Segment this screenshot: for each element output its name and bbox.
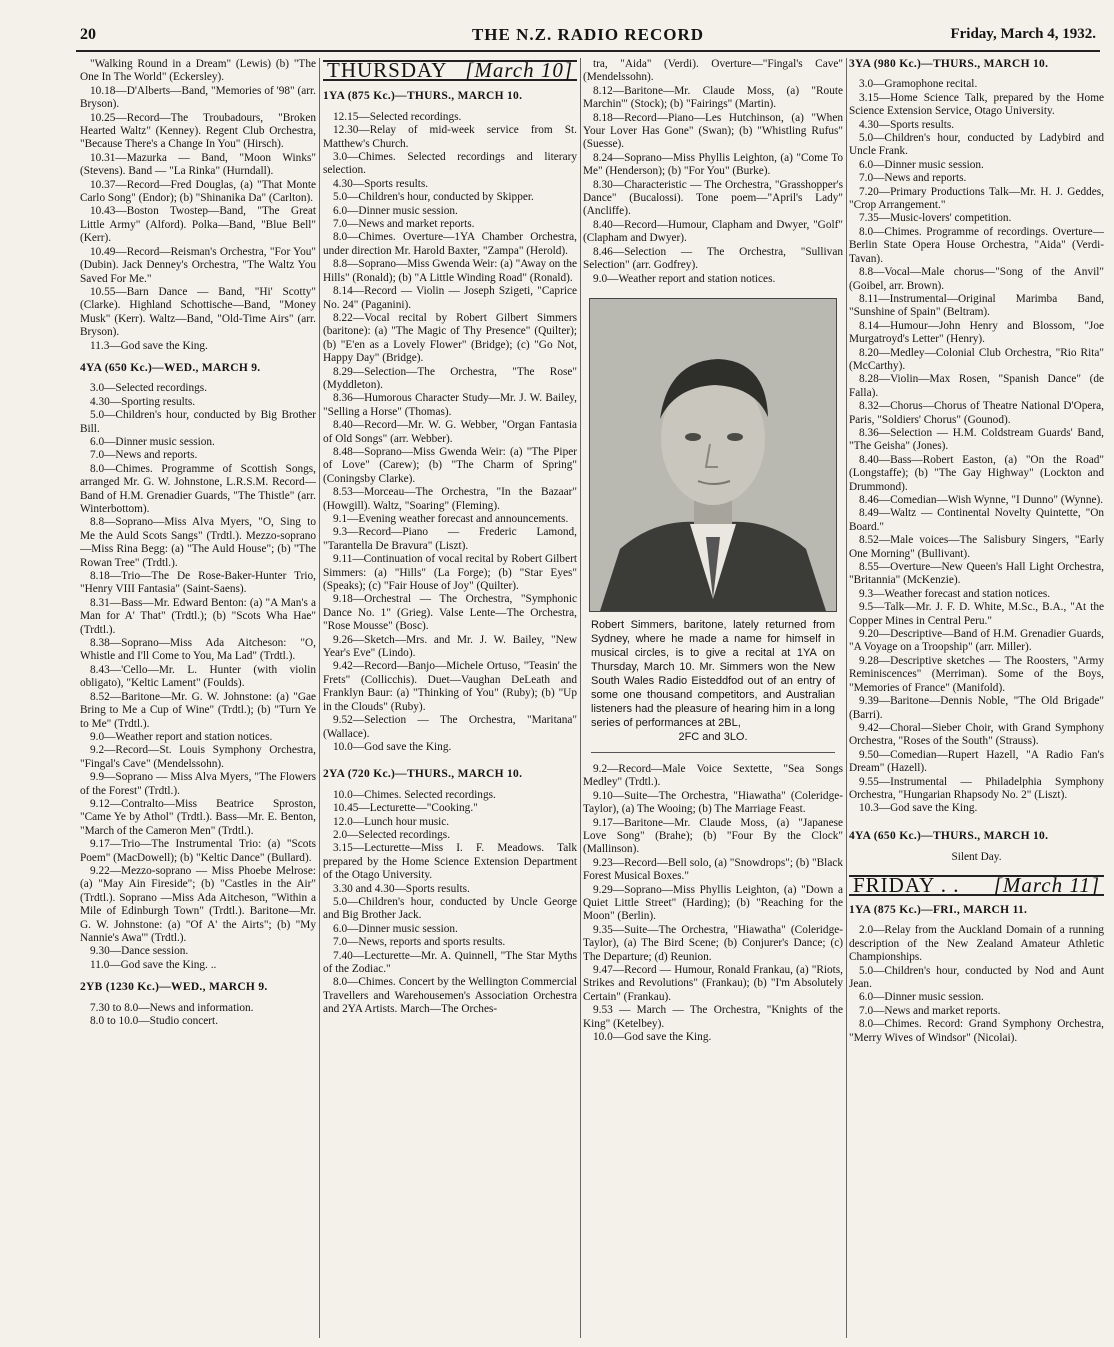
program-entry: 3.0—Gramophone recital. bbox=[859, 78, 978, 91]
program-entry: 8.46—Comedian—Wish Wynne, "I Dunno" (Wynne). bbox=[859, 494, 1104, 506]
program-entry: 8.48—Soprano—Miss Gwenda Weir: (a) "The Piper of Love" (Carew); (b) "The Charm of Spring" (Coningsby Clarke). bbox=[323, 445, 577, 485]
program-entry: 12.15—Selected recordings. bbox=[333, 110, 462, 123]
program-entry: 8.14—Humour—John Henry and Blossom, "Joe Murgatroyd's Letter" (Henry). bbox=[849, 319, 1104, 346]
program-list bbox=[80, 382, 316, 972]
program-entry: 10.43—Boston Twostep—Band, "The Great Little Army" (Alford). Polka—Band, "Blue Bell" (Kerr). bbox=[80, 205, 316, 245]
program-entry: 9.42—Choral—Sieber Choir, with Grand Symphony Orchestra, "Roses of the South" (Strauss). bbox=[849, 721, 1104, 748]
program-entry: 5.0—Children's hour, conducted by Ladybird and Uncle Frank. bbox=[849, 132, 1104, 158]
photo-caption bbox=[591, 618, 835, 753]
program-entry: 6.0—Dinner music session. bbox=[859, 158, 984, 171]
program-entry: 8.32—Chorus—Chorus of Theatre National D'Opera, Paris, "Soldiers' Chorus" (Gounod). bbox=[849, 400, 1104, 426]
program-entry: 9.28—Descriptive sketches — The Roosters, "Army Reminiscences" (Merriman). Some of the Boys, "Memories of France" (Manifold). bbox=[849, 654, 1104, 694]
program-entry: 8.40—Bass—Robert Easton, (a) "On the Road" (Longstaffe); (b) "The Gay Highway" (Lockton and Drummond). bbox=[849, 453, 1104, 493]
program-entry: 9.9—Soprano — Miss Alva Myers, "The Flowers of the Forest" (Trdtl.). bbox=[80, 771, 316, 797]
program-list bbox=[80, 58, 316, 353]
program-entry: 6.0—Dinner music session. bbox=[333, 204, 458, 217]
program-entry: 9.0—Weather report and station notices. bbox=[90, 730, 273, 743]
day-date: [March 10] bbox=[465, 58, 573, 82]
program-entry: 7.0—News and market reports. bbox=[859, 1004, 1001, 1017]
program-entry: 5.0—Children's hour, conducted by Skipper. bbox=[333, 191, 534, 204]
program-entry: 9.12—Contralto—Miss Beatrice Sproston, "Came Ye by Athol" (Trdtl.). Bass—Mr. E. Benton, "March of the Cameron Men" (Trdtl.). bbox=[80, 797, 316, 837]
program-entry: 6.0—Dinner music session. bbox=[333, 922, 458, 935]
program-list bbox=[583, 763, 843, 1045]
program-entry: 7.20—Primary Productions Talk—Mr. H. J. Geddes, "Crop Arrangement." bbox=[849, 185, 1104, 212]
station-heading: 1YA (875 Kc.)—FRI., MARCH 11. bbox=[849, 903, 1028, 916]
portrait-photo bbox=[589, 298, 837, 612]
program-entry: 9.17—Trio—The Instrumental Trio: (a) "Scots Poem" (MacDowell); (b) "Keltic Dance" (Bullard). bbox=[80, 838, 316, 864]
program-entry: 9.50—Comedian—Rupert Hazell, "A Radio Fan's Dream" (Hazell). bbox=[849, 748, 1104, 775]
program-entry: 7.35—Music-lovers' competition. bbox=[859, 212, 1012, 225]
program-entry: tra, "Aida" (Verdi). Overture—"Fingal's Cave" (Mendelssohn). bbox=[583, 58, 843, 84]
program-entry: 9.30—Dance session. bbox=[90, 945, 189, 958]
program-entry: 7.0—News and market reports. bbox=[333, 218, 475, 231]
program-entry: 9.35—Suite—The Orchestra, "Hiawatha" (Coleridge-Taylor), (a) The Bird Scene; (b) Conjurer's Dance; (c) The Departure; (d) Reunion. bbox=[583, 923, 843, 963]
program-entry: 8.0—Chimes. Programme of recordings. Overture—Berlin State Opera House Orchestra, "Aida" (Verdi-Tavan). bbox=[849, 225, 1104, 265]
station-heading: 4YA (650 Kc.)—THURS., MARCH 10. bbox=[849, 829, 1049, 842]
program-entry: 3.0—Selected recordings. bbox=[90, 382, 208, 395]
program-entry: 8.29—Selection—The Orchestra, "The Rose" (Myddleton). bbox=[323, 365, 577, 391]
program-entry: 3.0—Chimes. Selected recordings and literary selection. bbox=[323, 151, 577, 177]
program-entry: 8.11—Instrumental—Original Marimba Band, "Sunshine of Spain" (Beltram). bbox=[849, 292, 1104, 319]
day-name: FRIDAY . . bbox=[853, 872, 960, 897]
column-4 bbox=[849, 58, 1104, 1338]
column-2 bbox=[323, 58, 577, 1338]
program-entry: 3.30 and 4.30—Sports results. bbox=[333, 882, 470, 895]
program-entry: 8.24—Soprano—Miss Phyllis Leighton, (a) "Come To Me" (Henderson); (b) "For You" (Burke). bbox=[583, 151, 843, 178]
program-entry: 9.11—Continuation of vocal recital by Robert Gilbert Simmers: (a) "Hills" (La Forge); (b) "Star Eyes" (Speaks); (c) "Fair House of Joy" (Quilter). bbox=[323, 553, 577, 593]
program-entry: 8.31—Bass—Mr. Edward Benton: (a) "A Man's a Man for A' That" (Trdtl.); (b) "Scots Wha Hae" (Trdtl.). bbox=[80, 596, 316, 636]
program-entry: 7.40—Lecturette—Mr. A. Quinnell, "The Star Myths of the Zodiac." bbox=[323, 949, 577, 975]
program-entry: 8.0—Chimes. Programme of Scottish Songs, arranged Mr. G. W. Johnstone, L.R.S.M. Record—Band of H.M. Grenadier Guards, "The Thistle" (arr. Winterbottom). bbox=[80, 462, 316, 515]
program-entry: 10.0—God save the King. bbox=[333, 740, 452, 753]
silent-day-note: Silent Day. bbox=[951, 851, 1002, 864]
program-entry: 5.0—Children's hour, conducted by Big Brother Bill. bbox=[80, 409, 316, 435]
program-list bbox=[849, 924, 1104, 1045]
program-entry: 8.18—Trio—The De Rose-Baker-Hunter Trio, "Henry VIII Fantasia" (Saint-Saens). bbox=[80, 570, 316, 596]
program-entry: 9.0—Weather report and station notices. bbox=[593, 272, 776, 285]
program-entry: 9.1—Evening weather forecast and announcements. bbox=[333, 513, 569, 525]
program-entry: 9.39—Baritone—Dennis Noble, "The Old Brigade" (Barri). bbox=[849, 695, 1104, 721]
program-entry: 9.20—Descriptive—Band of H.M. Grenadier Guards, "A Voyage on a Troopship" (arr. Miller). bbox=[849, 628, 1104, 654]
column-1 bbox=[80, 58, 316, 1338]
station-heading: 2YB (1230 Kc.)—WED., MARCH 9. bbox=[80, 981, 268, 994]
program-entry: 9.10—Suite—The Orchestra, "Hiawatha" (Coleridge-Taylor), (a) The Wooing; (b) The Marriage Feast. bbox=[583, 789, 843, 816]
program-entry: 9.18—Orchestral — The Orchestra, "Symphonic Dance No. 1" (Grieg). Valse Lente—The Orchestra, "Rose Mousse" (Bosc). bbox=[323, 593, 577, 633]
program-entry: 7.0—News, reports and sports results. bbox=[333, 936, 506, 949]
program-entry: 8.52—Male voices—The Salisbury Singers, "Early One Morning" (Bullivant). bbox=[849, 534, 1104, 560]
program-entry: 9.53 — March — The Orchestra, "Knights of the King" (Ketelbey). bbox=[583, 1004, 843, 1030]
caption-text: Robert Simmers, baritone, lately returned from Sydney, where he made a name for himself in musical circles, is to give a recital at 1YA on Thursday, March 10. Mr. Simmers won the New South Wales Radio Eisteddfod out of an entry of some one thousand competitors, and Australian listeners had the pleasure of hearing him in a long series of performances at 2BL, bbox=[591, 618, 835, 729]
program-entry: 9.23—Record—Bell solo, (a) "Snowdrops"; (b) "Black Forest Musical Boxes." bbox=[583, 856, 843, 883]
day-name: THURSDAY bbox=[327, 58, 448, 82]
program-entry: 8.55—Overture—New Queen's Hall Light Orchestra, "Britannia" (McKenzie). bbox=[849, 561, 1104, 587]
program-entry: 6.0—Dinner music session. bbox=[90, 435, 215, 448]
program-list bbox=[323, 111, 577, 755]
portrait-illustration bbox=[590, 299, 836, 611]
program-list bbox=[849, 78, 1104, 815]
program-entry: 6.0—Dinner music session. bbox=[859, 991, 984, 1004]
program-list bbox=[80, 1002, 316, 1029]
program-entry: 8.43—'Cello—Mr. L. Hunter (with violin obligato), "Keltic Lament" (Foulds). bbox=[80, 663, 316, 690]
program-entry: 8.18—Record—Piano—Les Hutchinson, (a) "When Your Lover Has Gone" (Swan); (b) "Whistling Rufus" (Suesse). bbox=[583, 111, 843, 151]
program-entry: 10.45—Lecturette—"Cooking." bbox=[333, 802, 478, 815]
program-entry: 8.8—Soprano—Miss Alva Myers, "O, Sing to Me the Auld Scots Sangs" (Trdtl.). Mezzo-soprano—Miss Rina Begg: (a) "The Auld House"; (b) "The Rowan Tree" (Trdtl.). bbox=[80, 516, 316, 569]
column-rule bbox=[319, 58, 320, 1338]
program-entry: 4.30—Sports results. bbox=[333, 177, 429, 190]
program-entry: 12.30—Relay of mid-week service from St. Matthew's Church. bbox=[323, 124, 577, 150]
day-heading-friday bbox=[849, 872, 1104, 897]
program-entry: 8.8—Vocal—Male chorus—"Song of the Anvil" (Goibel, arr. Brown). bbox=[849, 266, 1104, 292]
program-entry: 9.47—Record — Humour, Ronald Frankau, (a) "Riots, Strikes and Revolutions" (Frankau); (b) "I'm Absolutely Certain" (Frankau). bbox=[583, 964, 843, 1003]
program-entry: 2.0—Selected recordings. bbox=[333, 828, 451, 841]
program-entry: 9.42—Record—Banjo—Michele Ortuso, "Teasin' the Frets" (Collicchis). Duet—Vaughan DeLeath and Franklyn Baur: (a) "Thinking of You" (Ruby); (b) "Up in the Clouds" (Ruby). bbox=[323, 660, 577, 713]
program-entry: 9.3—Weather forecast and station notices. bbox=[859, 587, 1051, 600]
program-entry: 9.26—Sketch—Mrs. and Mr. J. W. Bailey, "New Year's Eve" (Lindo). bbox=[323, 633, 577, 660]
program-entry: 10.31—Mazurka — Band, "Moon Winks" (Stevens). Band — "La Rinka" (Hurndall). bbox=[80, 151, 316, 178]
program-entry: 11.0—God save the King. .. bbox=[90, 958, 217, 971]
program-entry: 12.0—Lunch hour music. bbox=[333, 815, 450, 828]
program-entry: 2.0—Relay from the Auckland Domain of a running description of the New Zealand Amateur Athletic Championships. bbox=[849, 924, 1104, 964]
program-entry: 8.14—Record — Violin — Joseph Szigeti, "Caprice No. 24" (Paganini). bbox=[323, 285, 577, 311]
program-entry: 11.3—God save the King. bbox=[90, 339, 208, 352]
program-entry: 10.55—Barn Dance — Band, "Hi' Scotty" (Clarke). Highland Schottische—Band, "Money Musk" (Kerr). Waltz—Band, "Old-Time Airs" (arr. Bryson). bbox=[80, 285, 316, 339]
program-entry: 9.3—Record—Piano — Frederic Lamond, "Tarantella De Bravura" (Liszt). bbox=[323, 526, 577, 552]
program-entry: 8.38—Soprano—Miss Ada Aitcheson: "O, Whistle and I'll Come to You, Ma Lad" (Trdtl.). bbox=[80, 637, 316, 663]
issue-date: Friday, March 4, 1932. bbox=[950, 26, 1096, 42]
program-entry: 8.40—Record—Humour, Clapham and Dwyer, "Golf" (Clapham and Dwyer). bbox=[583, 218, 843, 245]
day-heading-thursday bbox=[323, 60, 577, 81]
program-list bbox=[583, 58, 843, 286]
program-entry: 8.49—Waltz — Continental Novelty Quintette, "On Board." bbox=[849, 507, 1104, 533]
program-entry: 8.20—Medley—Colonial Club Orchestra, "Rio Rita" (McCarthy). bbox=[849, 346, 1104, 372]
program-entry: 5.0—Children's hour, conducted by Uncle George and Big Brother Jack. bbox=[323, 895, 577, 922]
program-entry: 10.18—D'Alberts—Band, "Memories of '98" (arr. Bryson). bbox=[80, 84, 316, 111]
program-entry: 7.0—News and reports. bbox=[90, 449, 198, 462]
program-entry: 10.37—Record—Fred Douglas, (a) "That Monte Carlo Song" (Endor); (b) "Shinanika Da" (Carlton). bbox=[80, 178, 316, 205]
program-entry: 8.36—Selection — H.M. Coldstream Guards' Band, "The Geisha" (Jones). bbox=[849, 426, 1104, 453]
program-entry: "Walking Round in a Dream" (Lewis) (b) "The One In The World" (Eckersley). bbox=[80, 58, 316, 84]
program-entry: 4.30—Sports results. bbox=[859, 118, 955, 131]
program-entry: 8.0—Chimes. Record: Grand Symphony Orchestra, "Merry Wives of Windsor" (Nicolai). bbox=[849, 1018, 1104, 1044]
page-number: 20 bbox=[80, 26, 96, 43]
column-rule bbox=[580, 58, 581, 1338]
program-entry: 7.30 to 8.0—News and information. bbox=[90, 1001, 254, 1014]
program-entry: 9.2—Record—Male Voice Sextette, "Sea Songs Medley" (Trdtl.). bbox=[583, 762, 843, 789]
station-heading: 1YA (875 Kc.)—THURS., MARCH 10. bbox=[323, 90, 523, 103]
column-rule bbox=[846, 58, 847, 1338]
program-entry: 8.53—Morceau—The Orchestra, "In the Bazaar" (Howgill). Waltz, "Soaring" (Fleming). bbox=[323, 486, 577, 512]
program-entry: 8.40—Record—Mr. W. G. Webber, "Organ Fantasia of Old Songs" (arr. Webber). bbox=[323, 419, 577, 445]
program-entry: 8.8—Soprano—Miss Gwenda Weir: (a) "Away on the Hills" (Ronald); (b) "A Little Winding Road" (Ronald). bbox=[323, 258, 577, 284]
program-entry: 4.30—Sporting results. bbox=[90, 395, 196, 408]
program-entry: 10.49—Record—Reisman's Orchestra, "For You" (Dubin). Jack Denney's Orchestra, "The Waltz You Saved For Me." bbox=[80, 245, 316, 285]
day-date: [March 11] bbox=[993, 872, 1100, 897]
program-entry: 9.17—Baritone—Mr. Claude Moss, (a) "Japanese Love Song" (Brahe); (b) "Four By the Clock" (Mallinson). bbox=[583, 816, 843, 856]
program-entry: 9.2—Record—St. Louis Symphony Orchestra, "Fingal's Cave" (Mendelssohn). bbox=[80, 744, 316, 770]
program-entry: 8.30—Characteristic — The Orchestra, "Grasshopper's Dance" (Bucalossi). Tone poem—"April's Lady" (Ancliffe). bbox=[583, 178, 843, 218]
program-entry: 10.0—God save the King. bbox=[593, 1031, 712, 1044]
program-entry: 8.0—Chimes. Concert by the Wellington Commercial Travellers and Warehousemen's Association Orchestra and 2YA Artists. March—The Orches- bbox=[323, 976, 577, 1016]
program-entry: 7.0—News and reports. bbox=[859, 172, 967, 185]
station-heading: 2YA (720 Kc.)—THURS., MARCH 10. bbox=[323, 768, 523, 781]
program-list bbox=[323, 789, 577, 1017]
program-entry: 10.0—Chimes. Selected recordings. bbox=[333, 788, 496, 801]
program-entry: 9.5—Talk—Mr. J. F. D. White, M.Sc., B.A., "At the Copper Mines in Central Peru." bbox=[849, 601, 1104, 627]
station-heading: 3YA (980 Kc.)—THURS., MARCH 10. bbox=[849, 58, 1049, 70]
program-entry: 8.46—Selection — The Orchestra, "Sullivan Selection" (arr. Godfrey). bbox=[583, 245, 843, 272]
program-entry: 9.55—Instrumental — Philadelphia Symphony Orchestra, "Hungarian Rhapsody No. 2" (Liszt). bbox=[849, 775, 1104, 801]
program-entry: 10.25—Record—The Troubadours, "Broken Hearted Waltz" (Kenney). Regent Club Orchestra, "Because There's a Change In You" (Hirsch). bbox=[80, 111, 316, 151]
column-3 bbox=[583, 58, 843, 1338]
program-entry: 8.0—Chimes. Overture—1YA Chamber Orchestra, under direction Mr. Harold Baxter, "Zampa" (Herold). bbox=[323, 231, 577, 257]
program-entry: 3.15—Home Science Talk, prepared by the Home Science Extension Service, Otago University. bbox=[849, 91, 1104, 118]
program-entry: 9.22—Mezzo-soprano — Miss Phoebe Melrose: (a) "May Ain Fireside"; (b) "Castles in the Air" (Trdtl.). Soprano —Miss Ada Aitcheson, "Within a Mile of Edinburgh Town" (Trdtl.). Baritone—Mr. G. W. Johnstone: (a) "Of A' the Airts"; (b) "My Nannie's Awa'" (Trdtl.). bbox=[80, 864, 316, 944]
program-entry: 8.36—Humorous Character Study—Mr. J. W. Bailey, "Selling a Horse" (Thomas). bbox=[323, 392, 577, 418]
program-entry: 8.12—Baritone—Mr. Claude Moss, (a) "Route Marchin'" (Stock); (b) "Fairings" (Martin). bbox=[583, 84, 843, 111]
program-entry: 3.15—Lecturette—Miss I. F. Meadows. Talk prepared by the Home Science Extension Department of the Otago University. bbox=[323, 842, 577, 882]
program-entry: 8.0 to 10.0—Studio concert. bbox=[90, 1015, 219, 1028]
publication-title: THE N.Z. RADIO RECORD bbox=[471, 25, 705, 44]
page-header bbox=[76, 24, 1100, 52]
program-entry: 8.52—Baritone—Mr. G. W. Johnstone: (a) "Gae Bring to Me a Cup of Wine" (Trdtl.); (b) "Turn Ye to Me" (Trdtl.). bbox=[80, 690, 316, 730]
caption-end: 2FC and 3LO. bbox=[678, 730, 748, 743]
program-entry: 10.3—God save the King. bbox=[859, 802, 978, 815]
program-entry: 5.0—Children's hour, conducted by Nod and Aunt Jean. bbox=[849, 964, 1104, 990]
program-entry: 8.22—Vocal recital by Robert Gilbert Simmers (baritone): (a) "The Magic of Thy Presence" (Quilter); (b) "E'en as a Lovely Flower" (Bridge); (c) "Go Not, Happy Day" (Bridge). bbox=[323, 311, 577, 365]
program-entry: 9.52—Selection — The Orchestra, "Maritana" (Wallace). bbox=[323, 714, 577, 740]
station-heading: 4YA (650 Kc.)—WED., MARCH 9. bbox=[80, 361, 261, 374]
program-entry: 9.29—Soprano—Miss Phyllis Leighton, (a) "Down a Quiet Little Street" (Harding); (b) "Reaching for the Moon" (Berlin). bbox=[583, 883, 843, 923]
program-entry: 8.28—Violin—Max Rosen, "Spanish Dance" (de Falla). bbox=[849, 373, 1104, 399]
